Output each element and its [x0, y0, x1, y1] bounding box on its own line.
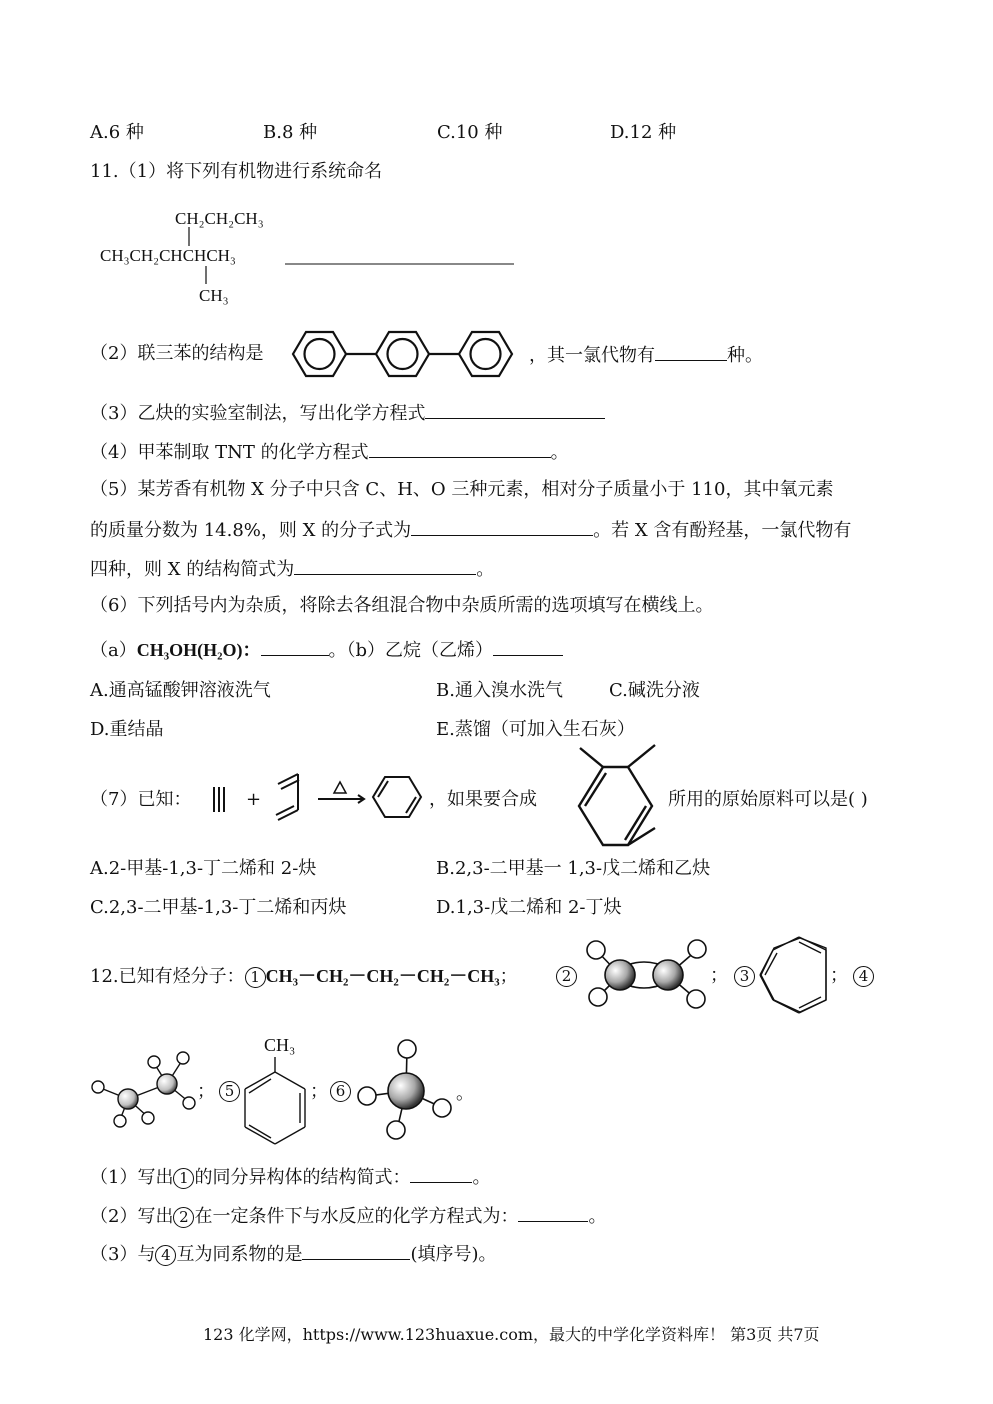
q12-sep-3: ； [830, 965, 848, 986]
q12-marker-5: 5 [219, 1079, 240, 1103]
q11-p5-line2: 的质量分数为 14.8%，则 X 的分子式为 。若 X 含有酚羟基，一氯代物有 [90, 517, 851, 543]
q12-sub1-blank[interactable] [410, 1164, 472, 1183]
q10-option-c: C.10 种 [437, 122, 503, 143]
q11-p7-middle: ，如果要合成 [429, 789, 537, 810]
q11-p7-prefix: （7）已知： [90, 789, 192, 810]
q11-p3: （3）乙炔的实验室制法，写出化学方程式 [90, 400, 605, 426]
q11-p6-option-a: A.通高锰酸钾溶液洗气 [90, 680, 271, 701]
q12-sub1: （1）写出 1 的同分异构体的结构简式： 。 [90, 1164, 490, 1190]
q11-p7-option-d: D.1,3-戊二烯和 2-丁炔 [436, 897, 622, 918]
q11-p5-line1: （5）某芳香有机物 X 分子中只含 C、H、O 三种元素，相对分子质量小于 110，其中氧元素 [90, 479, 834, 500]
q12-sub3: （3）与 4 互为同系物的是 (填序号)。 [90, 1241, 497, 1267]
q11-p5-line3: 四种，则 X 的结构简式为 。 [90, 556, 494, 582]
q12-marker-3: 3 [734, 964, 755, 988]
q12-marker-1: 1 [245, 967, 266, 988]
q12-marker-2: 2 [556, 964, 577, 988]
q12-pentane-formula: CH₃－CH₂－CH₂－CH₂－CH₃ [265, 966, 500, 986]
struct1-bottom: CH₃ [199, 286, 229, 305]
q11-p7-suffix: 所用的原始原料可以是( ) [668, 789, 868, 810]
q12-sep-4: ； [197, 1081, 215, 1102]
q10-option-a: A.6 种 [90, 122, 144, 143]
q12-marker-4: 4 [853, 964, 874, 988]
q11-p6-ab: （a）CH₃OH(H₂O)： 。（b）乙烷（乙烯） [90, 637, 563, 663]
q11-p7-option-a: A.2-甲基-1,3-丁二烯和 2-炔 [90, 858, 317, 879]
q11-p6-option-e: E.蒸馏（可加入生石灰） [436, 719, 635, 740]
q12-sub3-blank[interactable] [302, 1241, 410, 1260]
q12-sep-5: ； [310, 1081, 328, 1102]
toluene-methyl-label: CH₃ [264, 1035, 296, 1055]
q11-p6-option-c: C.碱洗分液 [609, 680, 700, 701]
q11-p6-option-b: B.通入溴水洗气 [436, 680, 563, 701]
q10-option-b: B.8 种 [263, 122, 318, 143]
q11-header: 11.（1）将下列有机物进行系统命名 [90, 161, 383, 182]
p7-plus: + [246, 789, 262, 810]
q10-option-d: D.12 种 [610, 122, 677, 143]
q12-sep-2: ； [710, 965, 728, 986]
q11-p6: （6）下列括号内为杂质，将除去各组混合物中杂质所需的选项填写在横线上。 [90, 595, 714, 616]
q11-p2-middle: ，其一氯代物有 种。 [529, 342, 763, 368]
q12-intro-line: 12.已知有烃分子： 1 CH₃－CH₂－CH₂－CH₂－CH₃； [90, 966, 518, 987]
q12-marker-6: 6 [330, 1079, 351, 1103]
q11-p7-option-b: B.2,3-二甲基一 1,3-戊二烯和乙炔 [436, 858, 711, 879]
q11-p7-option-c: C.2,3-二甲基-1,3-丁二烯和丙炔 [90, 897, 347, 918]
q11-p2-prefix: （2）联三苯的结构是 [90, 343, 264, 364]
struct1-main: CH₃CH₂CHCHCH₃ [100, 246, 236, 265]
struct1-top: CH₂CH₂CH₃ [175, 209, 264, 228]
page-footer: 123 化学网，https://www.123huaxue.com，最大的中学化学资料库！ 第3页 共7页 [203, 1325, 820, 1344]
q11-p4: （4）甲苯制取 TNT 的化学方程式 。 [90, 439, 569, 465]
q11-p6-option-d: D.重结晶 [90, 719, 164, 740]
q12-end-mark: 。 [456, 1083, 474, 1104]
q12-sub2: （2）写出 2 在一定条件下与水反应的化学方程式为： 。 [90, 1203, 606, 1229]
q12-sub2-blank[interactable] [518, 1203, 588, 1222]
